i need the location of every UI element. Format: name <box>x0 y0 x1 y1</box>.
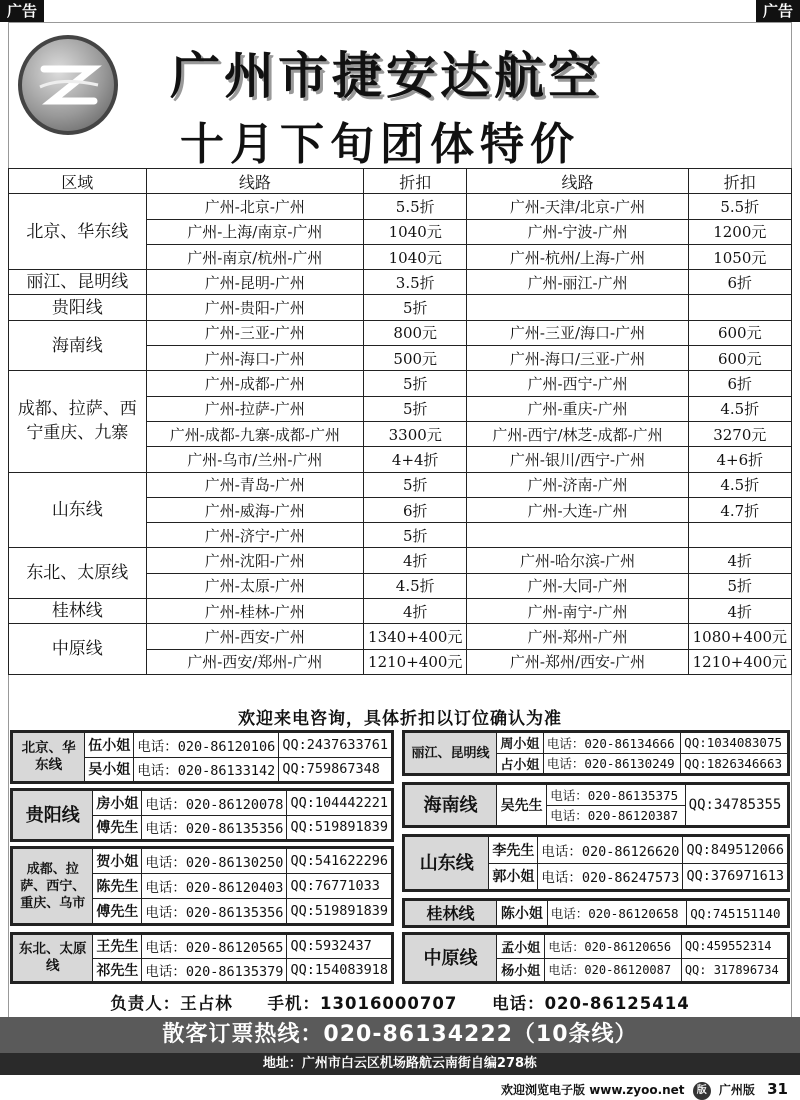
route-cell: 广州-西安-广州 <box>146 624 363 649</box>
price-table <box>8 168 792 675</box>
contact-box-guiyang <box>10 788 394 842</box>
route-cell: 广州-丽江-广州 <box>467 270 688 295</box>
route-cell: 广州-成都-九寨-成都-广州 <box>146 421 363 446</box>
contact-phone: 电话：020-86135356 <box>142 815 287 840</box>
discount-cell: 4.5折 <box>364 573 467 598</box>
logo-mark-icon <box>22 39 114 131</box>
table-header-row <box>9 169 792 194</box>
contact-name: 傅先生 <box>93 815 142 840</box>
contact-route-label: 北京、华东线 <box>13 733 85 782</box>
discount-cell: 6折 <box>364 497 467 522</box>
contact-name: 房小姐 <box>93 791 142 816</box>
discount-cell: 4.7折 <box>688 497 791 522</box>
contact-name: 陈先生 <box>93 874 142 899</box>
contact-name: 吴小姐 <box>85 757 134 782</box>
discount-cell: 1050元 <box>688 244 791 269</box>
contact-row <box>13 849 392 874</box>
route-cell: 广州-拉萨-广州 <box>146 396 363 421</box>
contact-box-hainan <box>402 782 790 828</box>
route-region: 桂林线 <box>9 599 147 624</box>
route-cell: 广州-上海/南京-广州 <box>146 219 363 244</box>
contact-route-label: 成都、拉萨、西宁、重庆、乌市 <box>13 849 93 924</box>
discount-cell: 5折 <box>688 573 791 598</box>
page-number: 31 <box>767 1080 788 1098</box>
contact-phone: 电话：020-86130250 <box>142 849 287 874</box>
headline: 十月下旬团体特价 <box>180 119 580 170</box>
route-region: 山东线 <box>9 472 147 548</box>
discount-cell: 3.5折 <box>364 270 467 295</box>
contact-route-label: 山东线 <box>405 837 489 890</box>
company-logo <box>18 35 118 135</box>
route-cell: 广州-天津/北京-广州 <box>467 194 688 219</box>
header-discount: 折扣 <box>688 169 791 194</box>
route-region: 贵阳线 <box>9 295 147 320</box>
contact-row <box>405 733 788 754</box>
route-cell: 广州-北京-广州 <box>146 194 363 219</box>
contact-qq: QQ:541622296 <box>287 849 392 874</box>
discount-cell: 4.5折 <box>688 396 791 421</box>
manager-name: 负责人：王占林 <box>110 994 233 1013</box>
contact-box-dongbei <box>10 932 394 984</box>
contact-qq: QQ:519891839 <box>287 899 392 924</box>
edition-badge-icon: 版 <box>693 1082 711 1100</box>
contact-phone: 电话：020-86135379 <box>142 958 287 982</box>
route-cell: 广州-三亚/海口-广州 <box>467 320 688 345</box>
contact-name: 傅先生 <box>93 899 142 924</box>
route-cell: 广州-济南-广州 <box>467 472 688 497</box>
route-cell: 广州-南宁-广州 <box>467 599 688 624</box>
table-row <box>9 472 792 497</box>
route-cell: 广州-威海-广州 <box>146 497 363 522</box>
contact-name: 贺小姐 <box>93 849 142 874</box>
route-cell: 广州-海口-广州 <box>146 346 363 371</box>
discount-cell <box>688 523 791 548</box>
discount-cell: 4折 <box>364 599 467 624</box>
discount-cell <box>688 295 791 320</box>
page-footer <box>501 1080 788 1100</box>
contact-row <box>405 901 788 926</box>
route-cell: 广州-杭州/上海-广州 <box>467 244 688 269</box>
discount-cell: 1040元 <box>364 244 467 269</box>
contact-route-label: 丽江、昆明线 <box>405 733 497 774</box>
route-cell: 广州-西宁-广州 <box>467 371 688 396</box>
contact-phone: 电话：020-86135375 <box>547 785 685 806</box>
contact-box-beijing <box>10 730 394 784</box>
route-region: 北京、华东线 <box>9 194 147 270</box>
discount-cell: 600元 <box>688 320 791 345</box>
route-cell: 广州-南京/杭州-广州 <box>146 244 363 269</box>
contact-phone: 电话：020-86135356 <box>142 899 287 924</box>
route-cell: 广州-郑州-广州 <box>467 624 688 649</box>
route-cell: 广州-三亚-广州 <box>146 320 363 345</box>
contact-name: 吴先生 <box>497 785 547 826</box>
contact-name: 占小姐 <box>497 753 544 774</box>
contact-qq: QQ:376971613 <box>683 863 788 890</box>
route-cell: 广州-成都-广州 <box>146 371 363 396</box>
discount-cell: 5.5折 <box>364 194 467 219</box>
discount-cell: 1040元 <box>364 219 467 244</box>
contact-phone: 电话：020-86120403 <box>142 874 287 899</box>
route-cell: 广州-青岛-广州 <box>146 472 363 497</box>
contact-qq: QQ:1034083075 <box>681 733 788 754</box>
route-cell: 广州-太原-广州 <box>146 573 363 598</box>
contact-phone: 电话：020-86130249 <box>543 753 680 774</box>
route-cell: 广州-济宁-广州 <box>146 523 363 548</box>
ad-label-left: 广告 <box>0 0 44 22</box>
contact-name: 郭小姐 <box>489 863 538 890</box>
contact-qq: QQ:104442221 <box>287 791 392 816</box>
route-cell: 广州-桂林-广州 <box>146 599 363 624</box>
footer-contact-line <box>0 990 800 1014</box>
contact-route-label: 贵阳线 <box>13 791 93 840</box>
contact-qq: QQ:849512066 <box>683 837 788 864</box>
discount-cell: 800元 <box>364 320 467 345</box>
contact-qq: QQ:459552314 <box>681 935 787 959</box>
route-cell: 广州-大同-广州 <box>467 573 688 598</box>
discount-cell: 1210+400元 <box>688 649 791 674</box>
discount-cell: 5折 <box>364 472 467 497</box>
route-cell: 广州-银川/西宁-广州 <box>467 447 688 472</box>
route-cell: 广州-昆明-广州 <box>146 270 363 295</box>
discount-cell: 4+4折 <box>364 447 467 472</box>
discount-cell: 1210+400元 <box>364 649 467 674</box>
route-cell <box>467 523 688 548</box>
contact-name: 周小姐 <box>497 733 544 754</box>
contact-qq: QQ:2437633761 <box>279 733 392 758</box>
contact-row <box>13 935 392 959</box>
route-region: 海南线 <box>9 320 147 371</box>
price-table-body <box>9 194 792 675</box>
contact-route-label: 中原线 <box>405 935 497 982</box>
discount-cell: 4+6折 <box>688 447 791 472</box>
discount-cell: 5折 <box>364 523 467 548</box>
page-footer-text: 欢迎浏览电子版 www.zyoo.net <box>501 1083 685 1097</box>
discount-cell: 1080+400元 <box>688 624 791 649</box>
table-row <box>9 371 792 396</box>
table-row <box>9 320 792 345</box>
route-cell: 广州-西安/郑州-广州 <box>146 649 363 674</box>
discount-cell: 4折 <box>364 548 467 573</box>
discount-cell: 5.5折 <box>688 194 791 219</box>
contact-qq: QQ:759867348 <box>279 757 392 782</box>
contact-route-label: 东北、太原线 <box>13 935 93 982</box>
discount-cell: 1200元 <box>688 219 791 244</box>
contact-phone: 电话：020-86120087 <box>545 958 681 982</box>
contact-name: 王先生 <box>93 935 142 959</box>
discount-cell: 6折 <box>688 270 791 295</box>
booking-hotline: 散客订票热线：020-86134222（10条线） <box>0 1017 800 1053</box>
route-cell: 广州-沈阳-广州 <box>146 548 363 573</box>
contact-row <box>13 733 392 758</box>
header-region: 区域 <box>9 169 147 194</box>
contact-phone: 电话：020-86120656 <box>545 935 681 959</box>
table-row <box>9 548 792 573</box>
manager-phone: 电话：020-86125414 <box>492 994 690 1013</box>
discount-cell: 600元 <box>688 346 791 371</box>
contact-route-label: 桂林线 <box>405 901 497 926</box>
edition-name: 广州版 <box>718 1083 755 1097</box>
contact-box-zhongyuan <box>402 932 790 984</box>
discount-cell: 500元 <box>364 346 467 371</box>
contact-box-lijiang <box>402 730 790 776</box>
table-row <box>9 270 792 295</box>
contact-phone: 电话：020-86120658 <box>547 901 687 926</box>
header-discount: 折扣 <box>364 169 467 194</box>
contact-name: 李先生 <box>489 837 538 864</box>
contact-phone: 电话：020-86120106 <box>134 733 279 758</box>
company-name: 广州市捷安达航空 <box>170 47 602 105</box>
route-cell: 广州-哈尔滨-广州 <box>467 548 688 573</box>
route-cell: 广州-宁波-广州 <box>467 219 688 244</box>
table-row <box>9 599 792 624</box>
discount-cell: 5折 <box>364 295 467 320</box>
contact-qq: QQ:745151140 <box>687 901 788 926</box>
contact-phone: 电话：020-86120078 <box>142 791 287 816</box>
route-region: 中原线 <box>9 624 147 675</box>
contact-qq: QQ:76771033 <box>287 874 392 899</box>
contact-phone: 电话：020-86126620 <box>538 837 683 864</box>
contact-box-shandong <box>402 834 790 892</box>
contact-name: 杨小姐 <box>497 958 545 982</box>
discount-cell: 4折 <box>688 599 791 624</box>
contact-row <box>405 837 788 864</box>
discount-cell: 6折 <box>688 371 791 396</box>
discount-cell: 1340+400元 <box>364 624 467 649</box>
contact-phone: 电话：020-86134666 <box>543 733 680 754</box>
ad-label-right: 广告 <box>756 0 800 22</box>
header-route: 线路 <box>467 169 688 194</box>
contact-qq: QQ:5932437 <box>287 935 392 959</box>
discount-cell: 5折 <box>364 371 467 396</box>
route-cell: 广州-贵阳-广州 <box>146 295 363 320</box>
contact-qq: QQ:519891839 <box>287 815 392 840</box>
route-cell: 广州-乌市/兰州-广州 <box>146 447 363 472</box>
company-address: 地址：广州市白云区机场路航云南街自编278栋 <box>0 1053 800 1075</box>
route-cell: 广州-大连-广州 <box>467 497 688 522</box>
contact-qq: QQ:154083918 <box>287 958 392 982</box>
contact-box-chengdu <box>10 846 394 926</box>
discount-cell: 5折 <box>364 396 467 421</box>
route-region: 东北、太原线 <box>9 548 147 599</box>
discount-cell: 4.5折 <box>688 472 791 497</box>
contact-phone: 电话：020-86247573 <box>538 863 683 890</box>
welcome-notice: 欢迎来电咨询，具体折扣以订位确认为准 <box>238 709 562 729</box>
table-row <box>9 194 792 219</box>
header-route: 线路 <box>146 169 363 194</box>
contact-name: 伍小姐 <box>85 733 134 758</box>
contact-route-label: 海南线 <box>405 785 497 826</box>
route-region: 成都、拉萨、西宁重庆、九寨 <box>9 371 147 472</box>
contact-qq: QQ:1826346663 <box>681 753 788 774</box>
contact-name: 祁先生 <box>93 958 142 982</box>
discount-cell: 3270元 <box>688 421 791 446</box>
contact-qq: QQ: 317896734 <box>681 958 787 982</box>
contact-qq: QQ:34785355 <box>685 785 787 826</box>
route-cell <box>467 295 688 320</box>
discount-cell: 4折 <box>688 548 791 573</box>
contact-name: 陈小姐 <box>497 901 548 926</box>
route-cell: 广州-海口/三亚-广州 <box>467 346 688 371</box>
contact-name: 孟小姐 <box>497 935 545 959</box>
contact-phone-2: 电话：020-86120387 <box>547 805 685 826</box>
table-row <box>9 295 792 320</box>
route-cell: 广州-郑州/西安-广州 <box>467 649 688 674</box>
route-cell: 广州-西宁/林芝-成都-广州 <box>467 421 688 446</box>
contact-phone: 电话：020-86133142 <box>134 757 279 782</box>
table-row <box>9 624 792 649</box>
contact-box-guilin <box>402 898 790 928</box>
contact-row <box>405 935 788 959</box>
contact-row <box>405 785 788 806</box>
route-region: 丽江、昆明线 <box>9 270 147 295</box>
contact-row <box>13 791 392 816</box>
contact-phone: 电话：020-86120565 <box>142 935 287 959</box>
manager-mobile: 手机：13016000707 <box>267 994 458 1013</box>
discount-cell: 3300元 <box>364 421 467 446</box>
route-cell: 广州-重庆-广州 <box>467 396 688 421</box>
